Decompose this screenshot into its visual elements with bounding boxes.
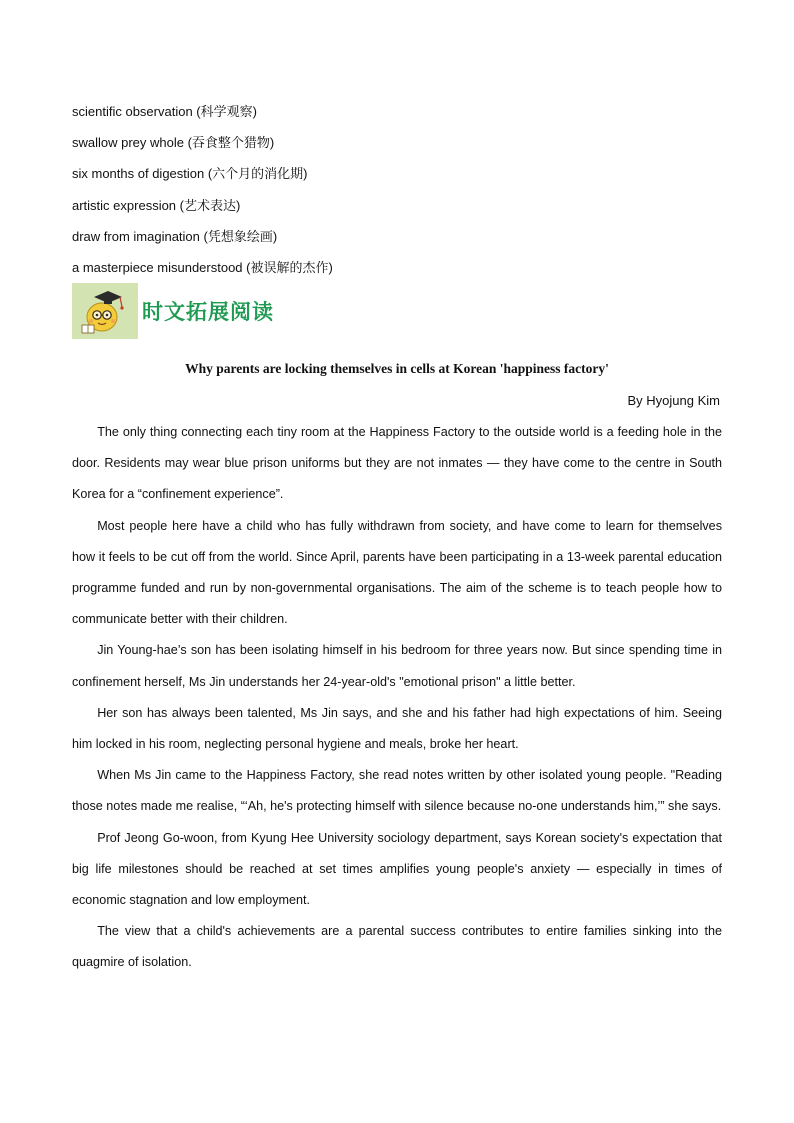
vocabulary-list [72, 96, 732, 283]
vocab-item: six months of digestion (六个月的消化期) [72, 166, 308, 182]
vocab-item: draw from imagination (凭想象绘画) [72, 228, 278, 244]
article-paragraph: The only thing connecting each tiny room at the Happiness Factory to the outside world is a feeding hole in the door. Residents may wear blue prison uniforms but they are not inmates — they have come to the centre in South Korea for a “confinement experience”. [72, 425, 722, 502]
vocab-item: scientific observation (科学观察) [72, 104, 257, 119]
article-title: Why parents are locking themselves in cells at Korean 'happiness factory' [185, 361, 609, 376]
article-paragraph: The view that a child's achievements are a parental success contributes to entire families sinking into the quagmire of isolation. [72, 924, 722, 970]
scholar-mascot-icon [72, 283, 138, 339]
article-paragraph: Most people here have a child who has fully withdrawn from society, and have come to learn for themselves how it feels to be cut off from the world. Since April, parents have been participating in a 13-week parental education programme funded and run by non-governmental organisations. The aim of the scheme is to teach people how to communicate better with their children. [72, 518, 722, 627]
vocab-item: a masterpiece misunderstood (被误解的杰作) [72, 259, 333, 275]
vocab-item: swallow prey whole (吞食整个猎物) [72, 135, 275, 151]
article-paragraph: Prof Jeong Go-woon, from Kyung Hee University sociology department, says Korean society's expectation that big life milestones should be reached at set times amplifies young people's anxiety — especially in times of economic stagnation and low employment. [72, 830, 722, 908]
section-title: 时文拓展阅读 [142, 300, 274, 324]
article-body [72, 417, 722, 979]
vocab-item: artistic expression (艺术表达) [72, 197, 241, 213]
article-paragraph: Her son has always been talented, Ms Jin says, and she and his father had high expectations of him. Seeing him locked in his room, neglecting personal hygiene and meals, broke her heart. [72, 705, 722, 752]
section-header [72, 283, 274, 339]
article-byline: By Hyojung Kim [627, 393, 720, 408]
article-paragraph: When Ms Jin came to the Happiness Factory, she read notes written by other isolated young people. "Reading those notes made me realise, “‘Ah, he's protecting himself with silence because no-one understands him,’” she says. [72, 768, 722, 814]
article-paragraph: Jin Young-hae’s son has been isolating himself in his bedroom for three years now. But since spending time in confinement herself, Ms Jin understands her 24-year-old's "emotional prison" a little better. [72, 643, 722, 689]
